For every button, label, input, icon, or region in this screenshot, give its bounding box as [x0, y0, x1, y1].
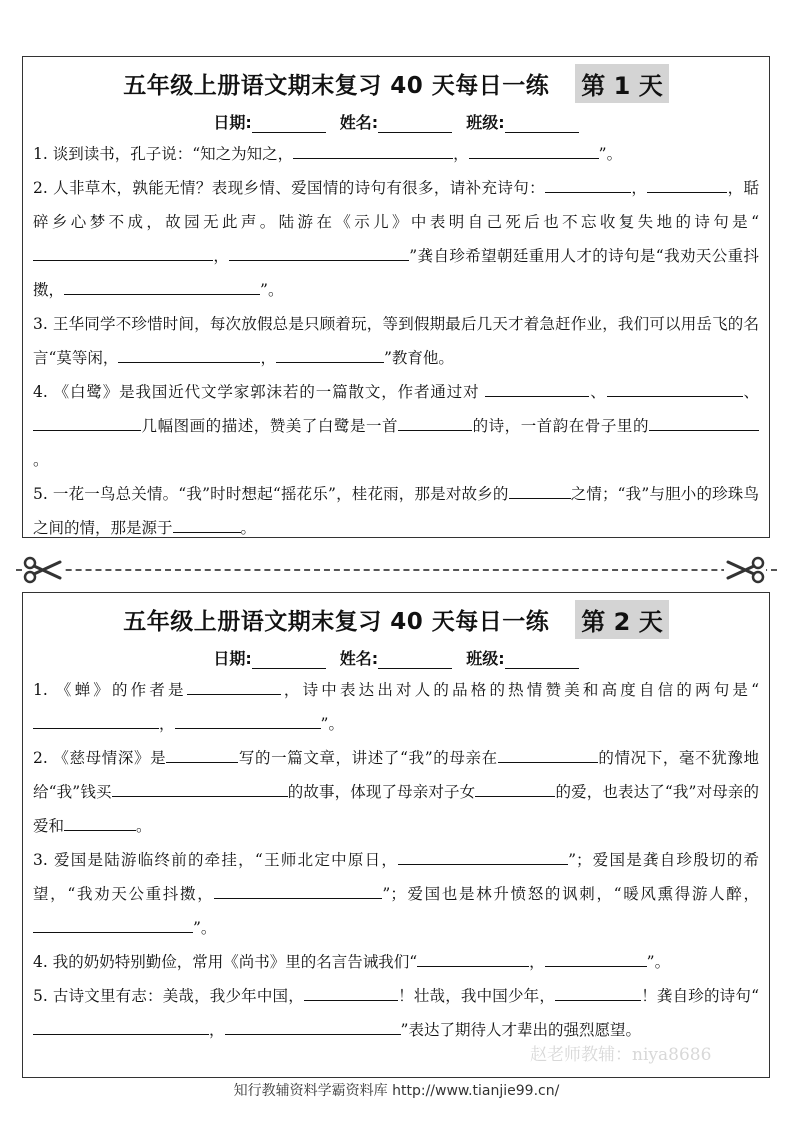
question-4 — [33, 375, 759, 477]
question-5 — [33, 979, 759, 1047]
class-blank[interactable] — [505, 652, 579, 669]
question-text: 。 — [136, 817, 152, 835]
question-text: ”。 — [598, 145, 623, 163]
class-field — [466, 646, 578, 669]
question-text: 1. 谈到读书，孔子说：“知之为知之， — [33, 145, 294, 163]
question-text: ”教育他。 — [383, 349, 454, 367]
worksheet-title: 五年级上册语文期末复习 40 天每日一练 — [123, 608, 550, 635]
question-text: 。 — [33, 451, 49, 469]
name-label: 姓名: — [339, 649, 379, 668]
question-text: ，诗中表达出对人的品格的热情赞美和高度自信的两句是“ — [280, 681, 759, 699]
answer-blank[interactable] — [33, 713, 159, 729]
question-3 — [33, 843, 759, 945]
answer-blank[interactable] — [398, 849, 568, 865]
answer-blank[interactable] — [229, 245, 409, 261]
answer-blank[interactable] — [214, 883, 382, 899]
name-field — [340, 646, 452, 669]
info-row — [23, 643, 769, 669]
worksheet-day-2 — [22, 592, 770, 1078]
question-text: ”。 — [193, 919, 217, 937]
question-text: 1. 《蝉》的作者是 — [33, 681, 187, 699]
date-label: 日期: — [213, 649, 252, 668]
question-1 — [33, 137, 759, 171]
question-text: 2. 人非草木，孰能无情？表现乡情、爱国情的诗句有很多，请补充诗句： — [33, 179, 545, 197]
name-field — [340, 110, 452, 133]
question-text: ， — [159, 715, 175, 733]
date-label: 日期: — [213, 113, 252, 132]
answer-blank[interactable] — [509, 483, 571, 499]
question-text: ”。 — [646, 953, 671, 971]
answer-blank[interactable] — [118, 347, 260, 363]
question-text: ”表达了期待人才辈出的强烈愿望。 — [400, 1021, 641, 1039]
question-text: 的情况下，毫不犹豫地给“我”钱买 — [33, 749, 759, 801]
question-text: 的故事，体现了母亲对子女 — [287, 783, 476, 801]
question-5 — [33, 477, 759, 545]
dashed-divider — [16, 569, 777, 571]
question-text: ！龚自珍的诗句“ — [641, 987, 759, 1005]
name-label: 姓名: — [339, 113, 379, 132]
question-text: ，聒碎乡心梦不成，故园无此声。陆游在《示儿》中表明自己死后也不忘收复失地的诗句是“ — [33, 179, 759, 231]
answer-blank[interactable] — [187, 679, 281, 695]
questions — [23, 669, 769, 1047]
question-text: 3. 王华同学不珍惜时间，每次放假总是只顾着玩，等到假期最后几天才着急赶作业，我们可以用岳飞的名言“莫等闲， — [33, 315, 759, 367]
answer-blank[interactable] — [293, 143, 453, 159]
question-text: 。 — [240, 519, 257, 537]
answer-blank[interactable] — [498, 747, 598, 763]
class-field — [466, 110, 578, 133]
cut-line — [0, 556, 793, 584]
question-2 — [33, 741, 759, 843]
question-text: ， — [453, 145, 469, 163]
question-text: 的诗，一首韵在骨子里的 — [472, 417, 649, 435]
footer-link[interactable]: 知行教辅资料学霸资料库 http://www.tianjie99.cn/ — [233, 1083, 560, 1099]
question-text: 4. 我的奶奶特别勤俭，常用《尚书》里的名言告诫我们“ — [33, 953, 418, 971]
answer-blank[interactable] — [417, 951, 529, 967]
answer-blank[interactable] — [485, 381, 589, 397]
answer-blank[interactable] — [475, 781, 555, 797]
name-blank[interactable] — [378, 116, 452, 133]
question-text: ， — [631, 179, 648, 197]
question-3 — [33, 307, 759, 375]
answer-blank[interactable] — [607, 381, 743, 397]
date-blank[interactable] — [252, 116, 326, 133]
question-text: ！壮哉，我中国少年， — [397, 987, 556, 1005]
answer-blank[interactable] — [64, 279, 260, 295]
question-text: 几幅图画的描述，赞美了白鹭是一首 — [141, 417, 399, 435]
answer-blank[interactable] — [647, 177, 727, 193]
date-blank[interactable] — [252, 652, 326, 669]
answer-blank[interactable] — [112, 781, 288, 797]
answer-blank[interactable] — [276, 347, 384, 363]
scissors-icon — [22, 556, 64, 584]
question-text: ， — [213, 247, 230, 265]
header — [23, 59, 769, 107]
date-field — [213, 110, 325, 133]
answer-blank[interactable] — [166, 747, 238, 763]
answer-blank[interactable] — [33, 415, 141, 431]
question-text: 2. 《慈母情深》是 — [33, 749, 167, 767]
day-badge: 第 1 天 — [575, 64, 668, 103]
date-field — [213, 646, 325, 669]
answer-blank[interactable] — [33, 1019, 209, 1035]
question-text: ”；爱国也是林升愤怒的讽刺，“暖风熏得游人醉， — [382, 885, 759, 903]
question-text: ， — [209, 1021, 225, 1039]
question-text: 5. 一花一鸟总关情。“我”时时想起“摇花乐”，桂花雨，那是对故乡的 — [33, 485, 509, 503]
answer-blank[interactable] — [304, 985, 398, 1001]
header — [23, 595, 769, 643]
question-text: ”；爱国是龚自珍殷切的希望，“我劝天公重抖擞， — [33, 851, 759, 903]
class-label: 班级: — [466, 649, 505, 668]
question-1 — [33, 673, 759, 741]
question-text: 写的一篇文章，讲述了“我”的母亲在 — [238, 749, 498, 767]
question-text: ”龚自珍希望朝廷重用人才的诗句是“我劝天公重抖擞， — [33, 247, 759, 299]
question-text: 3. 爱国是陆游临终前的牵挂，“王师北定中原日， — [33, 851, 399, 869]
answer-blank[interactable] — [545, 951, 647, 967]
question-4 — [33, 945, 759, 979]
question-text: 之情；“我”与胆小的珍珠鸟之间的情，那是源于 — [33, 485, 759, 537]
question-2 — [33, 171, 759, 307]
answer-blank[interactable] — [33, 245, 213, 261]
class-blank[interactable] — [505, 116, 579, 133]
question-text: ”。 — [320, 715, 344, 733]
question-text: 、 — [742, 383, 759, 401]
worksheet-title: 五年级上册语文期末复习 40 天每日一练 — [123, 72, 550, 99]
question-text: 4. 《白鹭》是我国近代文学家郭沫若的一篇散文，作者通过对 — [33, 383, 486, 401]
question-text: ， — [529, 953, 545, 971]
questions — [23, 133, 769, 545]
question-text: 、 — [589, 383, 607, 401]
answer-blank[interactable] — [649, 415, 759, 431]
name-blank[interactable] — [378, 652, 452, 669]
answer-blank[interactable] — [64, 815, 136, 831]
answer-blank[interactable] — [175, 713, 321, 729]
question-text: ， — [260, 349, 276, 367]
question-text: ”。 — [260, 281, 284, 299]
question-text: 5. 古诗文里有志：美哉，我少年中国， — [33, 987, 304, 1005]
answer-blank[interactable] — [33, 917, 193, 933]
answer-blank[interactable] — [555, 985, 641, 1001]
answer-blank[interactable] — [469, 143, 599, 159]
info-row — [23, 107, 769, 133]
answer-blank[interactable] — [225, 1019, 401, 1035]
watermark: 赵老师教辅：niya8686 — [530, 1045, 712, 1065]
answer-blank[interactable] — [173, 517, 241, 533]
day-badge: 第 2 天 — [575, 600, 668, 639]
question-text: 的爱，也表达了“我”对母亲的爱和 — [33, 783, 759, 835]
class-label: 班级: — [466, 113, 505, 132]
answer-blank[interactable] — [398, 415, 472, 431]
worksheet-day-1 — [22, 56, 770, 538]
scissors-icon — [724, 556, 766, 584]
answer-blank[interactable] — [545, 177, 631, 193]
